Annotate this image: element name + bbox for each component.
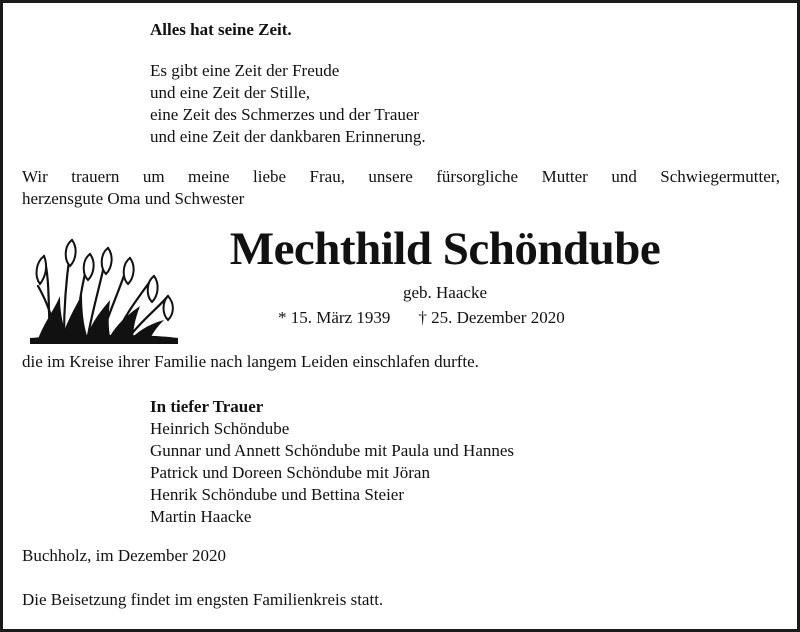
mourner-name: Gunnar und Annett Schöndube mit Paula und Hannes (150, 441, 515, 460)
mourner-name: Patrick und Doreen Schöndube mit Jöran (150, 463, 430, 482)
intro-line: Wir trauern um meine liebe Frau, unsere fürsorgliche Mutter und Schwiegermutter, (22, 167, 780, 186)
outro-text: die im Kreise ihrer Familie nach langem Leiden einschlafen durfte. (22, 352, 479, 371)
poem-line: und eine Zeit der dankbaren Erinnerung. (150, 127, 426, 146)
motto-title: Alles hat seine Zeit. (150, 20, 292, 39)
birth-date: * 15. März 1939 (278, 308, 391, 327)
poem-line: Es gibt eine Zeit der Freude (150, 61, 340, 80)
life-dates (278, 308, 565, 328)
poem-line: eine Zeit des Schmerzes und der Trauer (150, 105, 420, 124)
poem-line: und eine Zeit der Stille, (150, 83, 311, 102)
deceased-name: Mechthild Schöndube (229, 223, 661, 275)
mourners-list (150, 396, 514, 528)
death-date: † 25. Dezember 2020 (418, 308, 565, 327)
mourners-heading: In tiefer Trauer (150, 397, 264, 416)
mourner-name: Heinrich Schöndube (150, 419, 290, 438)
intro-line: herzensgute Oma und Schwester (22, 189, 245, 208)
motto-poem (150, 60, 426, 148)
funeral-note: Die Beisetzung findet im engsten Familienkreis statt. (22, 590, 384, 609)
maiden-name: geb. Haacke (402, 283, 487, 302)
mourner-name: Martin Haacke (150, 507, 252, 526)
mourner-name: Henrik Schöndube und Bettina Steier (150, 485, 405, 504)
place-date: Buchholz, im Dezember 2020 (22, 546, 226, 565)
intro-text (22, 166, 780, 210)
